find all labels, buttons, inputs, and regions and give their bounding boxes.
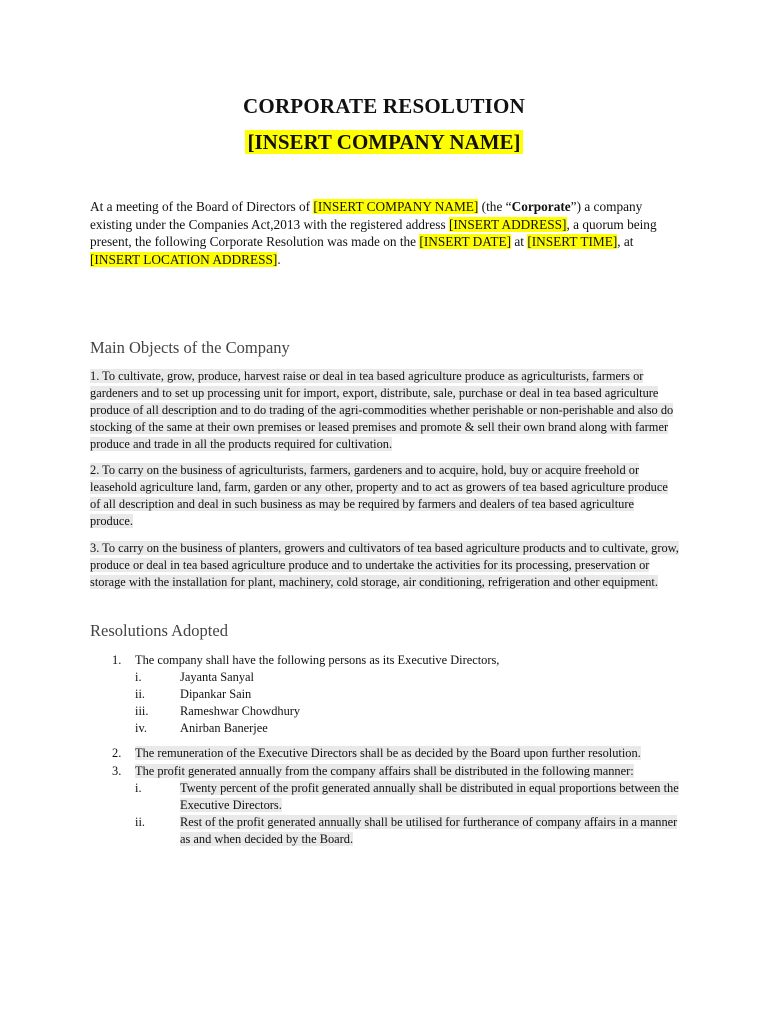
- intro-text: ”) a company existing under the Companies Act,2013 with the registered address: [90, 199, 643, 232]
- object-text: 1. To cultivate, grow, produce, harvest raise or deal in tea based agriculture produce as agriculturists, farmers or gardeners and to set up processing unit for import, export, distribute, sale, purchase or deal in tea based agriculture produce of all description and to do trading of the agri-commodities whether perishable or non-perishable and also do stocking of the same at their own premises or leased premises and promote & sell their own brand along with farmer produce and trade in all the products required for cultivation.: [90, 369, 674, 451]
- director-name: Jayanta Sanyal: [180, 670, 254, 684]
- intro-text: , a quorum being present, the following Corporate Resolution was made on the: [90, 216, 657, 249]
- object-paragraph-1: [90, 368, 680, 453]
- object-paragraph-3: [90, 540, 680, 591]
- document-title: CORPORATE RESOLUTION: [243, 94, 525, 118]
- sub-list-item: [90, 703, 690, 720]
- company-name-heading: [0, 130, 768, 155]
- date-field: [INSERT DATE]: [419, 234, 512, 249]
- objects-heading: Main Objects of the Company: [90, 338, 290, 357]
- sub-list-item: [90, 669, 690, 686]
- sub-list-item: [90, 720, 690, 737]
- object-text: 3. To carry on the business of planters, growers and cultivators of tea based agriculture products and to cultivate, grow, produce or deal in tea based agriculture produce and to undertake the activities for its processing, preservation or storage with the installation for plant, machinery, cold storage, air conditioning, refrigeration and other equipment.: [90, 541, 679, 589]
- list-item: [90, 652, 690, 669]
- director-name: Anirban Banerjee: [180, 721, 268, 735]
- list-text: [135, 745, 685, 762]
- sub-list-text: [180, 780, 680, 814]
- sub-list-item: [90, 780, 690, 814]
- intro-text: (the “: [478, 199, 512, 214]
- intro-text: At a meeting of the Board of Directors of: [90, 199, 314, 214]
- intro-text: at: [511, 234, 528, 249]
- company-name-field: [INSERT COMPANY NAME]: [313, 199, 479, 214]
- object-paragraph-2: [90, 462, 680, 530]
- object-text: 2. To carry on the business of agriculturists, farmers, gardeners and to acquire, hold, buy or acquire freehold or leasehold agriculture land, farm, garden or any other, property and to act as growers of tea based agriculture produce of all description and deal in such business as may be required by farmers and dealers of tea based agriculture produce.: [90, 463, 668, 528]
- list-number: 1.: [112, 653, 122, 667]
- sub-list-text: [180, 814, 680, 848]
- list-item: [90, 745, 690, 763]
- sub-list-number: ii.: [135, 815, 145, 829]
- address-field: [INSERT ADDRESS]: [448, 216, 567, 232]
- resolutions-heading: Resolutions Adopted: [90, 621, 228, 640]
- intro-text: .: [277, 251, 281, 267]
- time-field: [INSERT TIME]: [527, 234, 618, 249]
- intro-text: , at: [617, 234, 634, 249]
- intro-bold-term: Corporate: [511, 199, 571, 214]
- sub-list-text-content: Twenty percent of the profit generated annually shall be distributed in equal proportions between the Executive Directors.: [180, 781, 679, 812]
- resolutions-list: [90, 652, 690, 848]
- list-item: [90, 763, 690, 780]
- sub-list-text-content: Rest of the profit generated annually shall be utilised for furtherance of company affairs in a manner as and when decided by the Board.: [180, 815, 678, 846]
- list-text-content: The remuneration of the Executive Directors shall be as decided by the Board upon further resolution.: [135, 746, 641, 760]
- sub-list-number: i.: [135, 670, 142, 684]
- sub-list-number: iii.: [135, 704, 149, 718]
- director-name: Dipankar Sain: [180, 687, 252, 701]
- location-field: [INSERT LOCATION ADDRESS]: [90, 251, 278, 267]
- list-number: 2.: [112, 746, 122, 760]
- list-number: 3.: [112, 764, 122, 778]
- intro-paragraph: [90, 198, 680, 268]
- sub-list-item: [90, 814, 690, 848]
- list-text-content: The profit generated annually from the company affairs shall be distributed in the following manner:: [135, 764, 634, 778]
- sub-list-number: i.: [135, 781, 142, 795]
- sub-list-number: iv.: [135, 721, 147, 735]
- company-name-placeholder: [INSERT COMPANY NAME]: [247, 130, 521, 154]
- director-name: Rameshwar Chowdhury: [180, 704, 301, 718]
- sub-list-number: ii.: [135, 687, 145, 701]
- list-text: [135, 763, 685, 780]
- sub-list-item: [90, 686, 690, 703]
- list-text: The company shall have the following persons as its Executive Directors,: [135, 653, 500, 667]
